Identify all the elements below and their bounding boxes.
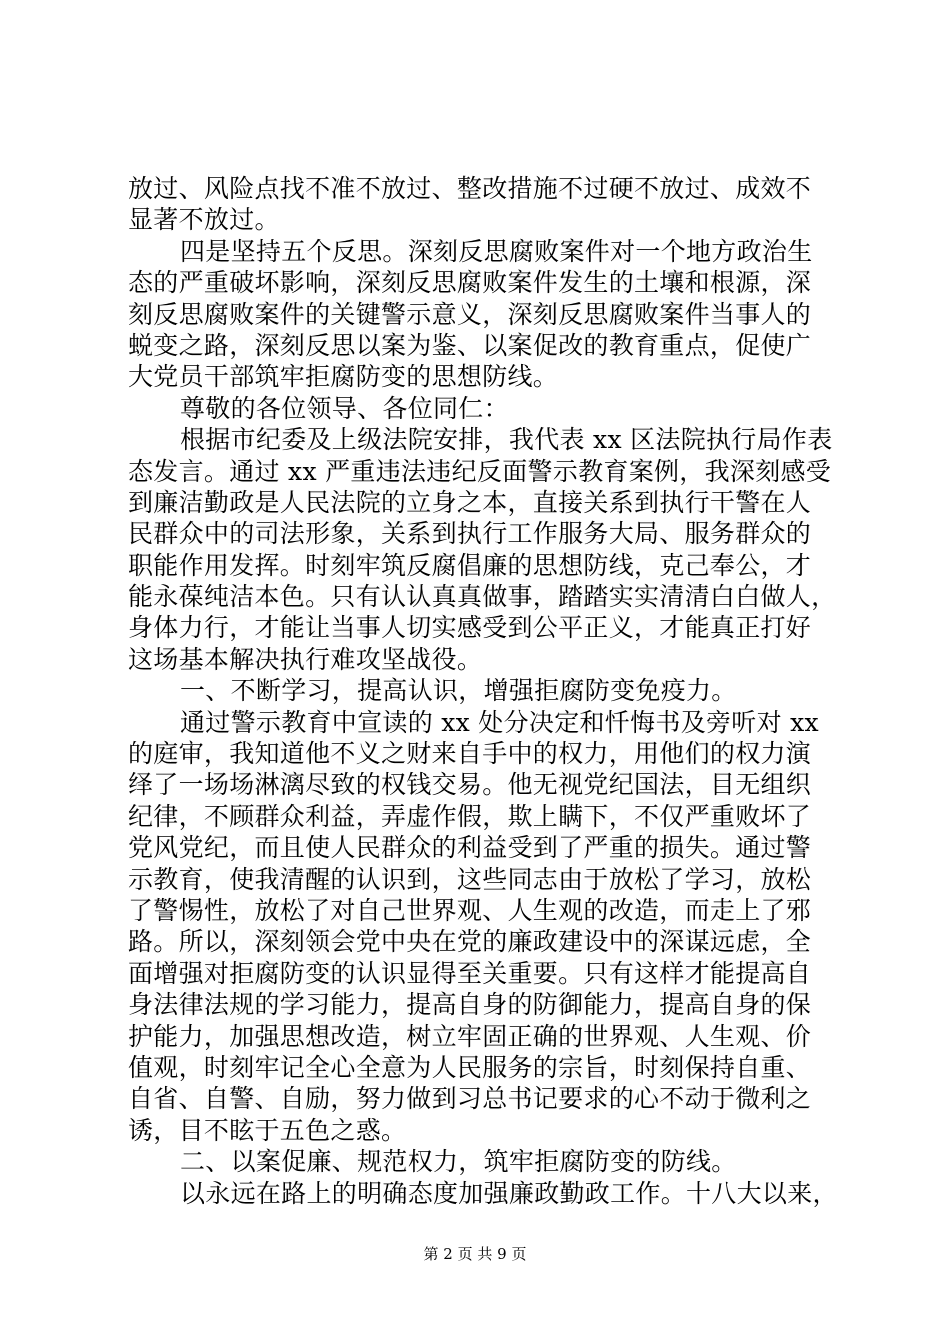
text-line: 自省、自警、自励，努力做到习总书记要求的心不动于微利之: [128, 1084, 812, 1114]
text-line: 身法律法规的学习能力，提高自身的防御能力，提高自身的保: [128, 990, 812, 1020]
text-line: 职能作用发挥。时刻牢筑反腐倡廉的思想防线，克己奉公，才: [128, 550, 812, 580]
paragraph-start-line: 以永远在路上的明确态度加强廉政勤政工作。十八大以来，: [180, 1178, 838, 1208]
text-line: 护能力，加强思想改造，树立牢固正确的世界观、人生观、价: [128, 1021, 812, 1051]
text-line: 值观，时刻牢记全心全意为人民服务的宗旨，时刻保持自重、: [128, 1052, 812, 1082]
text-line: 能永葆纯洁本色。只有认认真真做事，踏踏实实清清白白做人，: [128, 582, 837, 612]
paragraph-start-line: 根据市纪委及上级法院安排，我代表 xx 区法院执行局作表: [180, 425, 833, 455]
text-line: 绎了一场场淋漓尽致的权钱交易。他无视党纪国法，目无组织: [128, 770, 812, 800]
paragraph-start-line: 四是坚持五个反思。深刻反思腐败案件对一个地方政治生: [180, 236, 813, 266]
text-line: 诱，目不眩于五色之惑。: [128, 1115, 407, 1145]
text-line: 民群众中的司法形象，关系到执行工作服务大局、服务群众的: [128, 519, 812, 549]
text-line: 示教育，使我清醒的认识到，这些同志由于放松了学习，放松: [128, 864, 812, 894]
text-line: 路。所以，深刻领会党中央在党的廉政建设中的深谋远虑，全: [128, 927, 812, 957]
paragraph-start-line: 通过警示教育中宣读的 xx 处分决定和忏悔书及旁听对 xx: [180, 707, 819, 737]
text-line: 刻反思腐败案件的关键警示意义，深刻反思腐败案件当事人的: [128, 299, 812, 329]
text-line: 显著不放过。: [128, 205, 280, 235]
text-line: 放过、风险点找不准不放过、整改措施不过硬不放过、成效不: [128, 174, 812, 203]
section-heading: 一、不断学习，提高认识，增强拒腐防变免疫力。: [180, 676, 737, 706]
page-number-footer: 第 2 页 共 9 页: [423, 1245, 527, 1263]
text-line: 态发言。通过 xx 严重违法违纪反面警示教育案例，我深刻感受: [128, 456, 832, 486]
section-heading: 二、以案促廉、规范权力，筑牢拒腐防变的防线。: [180, 1147, 737, 1177]
text-line: 党风党纪，而且使人民群众的利益受到了严重的损失。通过警: [128, 833, 812, 863]
text-line: 身体力行，才能让当事人切实感受到公平正义，才能真正打好: [128, 613, 812, 643]
text-line: 大党员干部筑牢拒腐防变的思想防线。: [128, 362, 559, 392]
text-line: 蜕变之路，深刻反思以案为鉴、以案促改的教育重点，促使广: [128, 330, 812, 360]
text-line: 纪律，不顾群众利益，弄虚作假，欺上瞒下，不仅严重败坏了: [128, 801, 812, 831]
text-line: 的庭审，我知道他不义之财来自手中的权力，用他们的权力演: [128, 739, 812, 769]
salutation-line: 尊敬的各位领导、各位同仁：: [180, 393, 509, 423]
text-line: 到廉洁勤政是人民法院的立身之本，直接关系到执行干警在人: [128, 487, 812, 517]
text-line: 面增强对拒腐防变的认识显得至关重要。只有这样才能提高自: [128, 958, 812, 988]
text-line: 态的严重破坏影响，深刻反思腐败案件发生的土壤和根源，深: [128, 268, 812, 298]
document-body: [128, 173, 838, 1209]
text-line: 这场基本解决执行难攻坚战役。: [128, 644, 483, 674]
text-line: 了警惕性，放松了对自己世界观、人生观的改造，而走上了邪: [128, 895, 812, 925]
